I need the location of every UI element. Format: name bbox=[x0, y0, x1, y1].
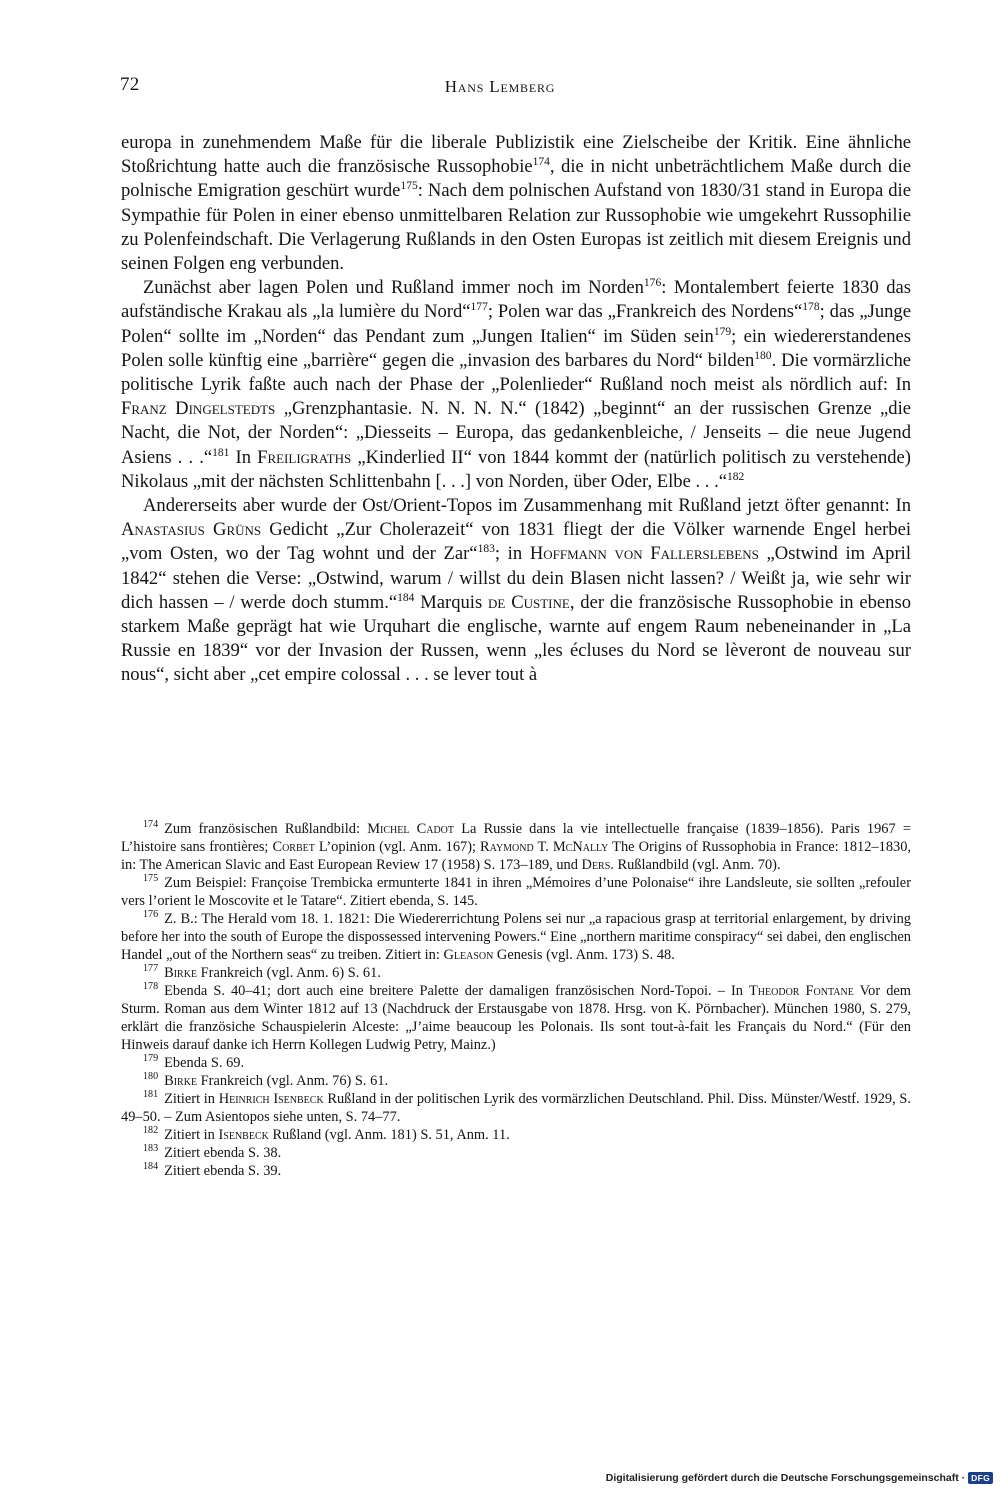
text-run: Zitiert in bbox=[164, 1127, 219, 1143]
footnote-number: 178 bbox=[143, 981, 159, 993]
author-name: Corbet bbox=[272, 839, 315, 855]
footnote-reference: 174 bbox=[532, 156, 550, 169]
text-run: , die in nicht unbeträchtlichem Maße durch die polnische Emigration geschürt wurde bbox=[121, 156, 911, 202]
author-name: Freiligraths bbox=[257, 446, 352, 468]
text-run: Rußlandbild (vgl. Anm. 70). bbox=[613, 857, 781, 873]
text-run: L’opinion (vgl. Anm. 167); bbox=[314, 839, 481, 855]
footnote-176 bbox=[121, 910, 911, 964]
author-name: Birke bbox=[164, 965, 198, 981]
author-name: Ders. bbox=[581, 857, 614, 873]
footnote-reference: 184 bbox=[397, 591, 415, 604]
text-run: Ebenda S. 69. bbox=[164, 1055, 245, 1071]
text-run: Marquis bbox=[414, 591, 489, 613]
text-run: , der die französische Russophobie in ebenso starkem Maße geprägt hat wie Urquhart die englische, warnte auf engem Raum nebeneinander in „La Russie en 1839“ vor der Invasion der Russen, wenn „les écluses du Nord se lèveront de nouveau sur nous“, sicht aber „cet empire colossal . . . se lever tout à bbox=[121, 591, 911, 686]
text-run: Rußland (vgl. Anm. 181) S. 51, Anm. 11. bbox=[268, 1127, 510, 1143]
text-run: Frankreich (vgl. Anm. 6) S. 61. bbox=[197, 965, 381, 981]
text-run: Zum französischen Rußlandbild: bbox=[164, 821, 368, 837]
text-run: ; in bbox=[494, 543, 530, 565]
footnote-reference: 175 bbox=[400, 180, 418, 193]
footnote-181 bbox=[121, 1090, 911, 1126]
author-name: Anastasius Grüns bbox=[121, 519, 262, 541]
footnote-number: 177 bbox=[143, 963, 159, 975]
author-name: Isenbeck bbox=[218, 1127, 269, 1143]
digitization-footer bbox=[606, 1472, 993, 1484]
footnote-reference: 182 bbox=[726, 470, 745, 483]
footnote-177 bbox=[121, 964, 911, 982]
text-run: Zum Beispiel: Françoise Trembicka ermunterte 1841 in ihren „Mémoires d’une Polonaise“ ihre Landsleute, sie sollten „refouler vers l’orient le Moscovite et le Tatare“. Zitiert ebenda, S. 145. bbox=[121, 875, 911, 909]
text-run: Z. B.: The Herald vom 18. 1. 1821: Die Wiedererrichtung Polens sei nur „a rapacious grasp at territorial enlargement, by driving before her into the south of Europe the dispossessed intervening Powers.“ Eine „northern maritime conspiracy“ sei dabei, den englischen Handel „out of the Northern seas“ zu treiben. Zitiert in: bbox=[121, 911, 911, 963]
footnote-179 bbox=[121, 1054, 911, 1072]
author-name: Gleason bbox=[443, 947, 494, 963]
text-run: Rußland in der politischen Lyrik des vormärzlichen Deutschland. Phil. Diss. Münster/Westf. 1929, S. 49–50. – Zum Asientopos siehe unten, S. 74–77. bbox=[121, 1091, 911, 1125]
text-run: Zitiert ebenda S. 38. bbox=[164, 1145, 282, 1161]
footnote-number: 182 bbox=[143, 1125, 159, 1137]
footnote-number: 176 bbox=[143, 909, 159, 921]
footnote-number: 183 bbox=[143, 1143, 159, 1155]
text-run: Ebenda S. 40–41; dort auch eine breitere Palette der damaligen französischen Nord-Topoi. – In bbox=[164, 983, 750, 999]
text-run: ; ein wiedererstandenes Polen solle künftig eine „barrière“ gegen die „invasion des barbares du Nord“ bilden bbox=[121, 325, 911, 371]
page-number: 72 bbox=[120, 74, 140, 95]
footnote-number: 179 bbox=[143, 1053, 159, 1065]
text-run: La Russie dans la vie intellectuelle française (1839–1856). Paris 1967 = L’histoire sans frontières; bbox=[121, 821, 911, 855]
text-run: Zitiert in bbox=[164, 1091, 219, 1107]
footnote-183 bbox=[121, 1144, 911, 1162]
author-name: Hoffmann von Fallerslebens bbox=[529, 543, 759, 565]
text-run: ; das „Junge Polen“ sollte im „Norden“ das Pendant zum „Jungen Italien“ im Süden sein bbox=[121, 301, 911, 347]
footnote-178 bbox=[121, 982, 911, 1054]
author-name: Raymond T. McNally bbox=[480, 839, 609, 855]
text-run: Vor dem Sturm. Roman aus dem Winter 1812 auf 13 (Nachdruck der Erstausgabe von 1878. Hrsg. von K. Pörnbacher). München 1980, S. 279, erklärt die französiche Schauspielerin Alceste: „J’aime beaucoup les Polonais. Ils sont tout-à-fait les Français du Nord.“ (Für den Hinweis darauf danke ich Herrn Kollegen Ludwig Petry, Mainz.) bbox=[121, 983, 911, 1053]
text-run: „Grenzphantasie. N. N. N. N.“ (1842) „beginnt“ an der russischen Grenze „die Nacht, die Not, der Norden“: „Diesseits – Europa, das gedankenbleiche, / Jenseits – die neue Jugend Asiens . . .“ bbox=[121, 398, 911, 468]
text-run: Gedicht „Zur Cholerazeit“ von 1831 fliegt der die Völker warnende Engel herbei „vom Osten, wo der Tag wohnt und der Zar“ bbox=[121, 519, 911, 565]
footnote-reference: 183 bbox=[477, 543, 495, 556]
text-run: „Kinderlied II“ von 1844 kommt der (natürlich politisch zu verstehende) Nikolaus „mit der nächsten Schlittenbahn [. . .] von Norden, über Oder, Elbe . . .“ bbox=[121, 446, 912, 492]
text-run: Andererseits aber wurde der Ost/Orient-Topos im Zusammenhang mit Rußland jetzt öfter genannt: In bbox=[143, 495, 911, 517]
text-run: „Ostwind im April 1842“ stehen die Verse: „Ostwind, warum / willst du dein Blasen nicht lassen? / Weißt ja, wie sehr wir dich hassen – / werde doch stumm.“ bbox=[121, 543, 911, 613]
author-name: Franz Dingelstedts bbox=[121, 398, 276, 420]
text-run: Frankreich (vgl. Anm. 76) S. 61. bbox=[197, 1073, 389, 1089]
text-run: Zunächst aber lagen Polen und Rußland immer noch im Norden bbox=[143, 277, 644, 299]
body-text bbox=[121, 131, 911, 688]
text-run: The Origins of Russophobia in France: 1812–1830, in: The American Slavic and East European Review 17 (1958) S. 173–189, und bbox=[121, 839, 912, 873]
footnote-174 bbox=[121, 820, 911, 874]
dfg-logo: DFG bbox=[968, 1472, 993, 1484]
footnote-175 bbox=[121, 874, 911, 910]
footnote-number: 175 bbox=[143, 873, 159, 885]
running-head: Hans Lemberg bbox=[444, 77, 556, 96]
footnote-180 bbox=[121, 1072, 911, 1090]
footnote-number: 181 bbox=[143, 1089, 159, 1101]
footnote-number: 180 bbox=[143, 1071, 159, 1083]
paragraph bbox=[121, 276, 911, 494]
footnote-reference: 176 bbox=[643, 277, 662, 290]
footnote-reference: 181 bbox=[212, 446, 230, 459]
paragraph bbox=[121, 494, 911, 688]
text-run: In bbox=[229, 446, 258, 468]
author-name: Birke bbox=[164, 1073, 198, 1089]
text-run: Zitiert ebenda S. 39. bbox=[164, 1163, 282, 1179]
author-name: Theodor Fontane bbox=[749, 983, 854, 999]
footnote-reference: 180 bbox=[754, 349, 772, 362]
author-name: Michel Cadot bbox=[367, 821, 454, 837]
text-run: : Nach dem polnischen Aufstand von 1830/31 stand in Europa die Sympathie für Polen in einer ebenso unmittelbaren Relation zur Russophobie wie umgekehrt Russophilie zu Polenfeindschaft. Die Verlagerung Rußlands in den Osten Europas ist zeitlich mit diesem Ereignis und seinen Folgen eng verbunden. bbox=[121, 180, 911, 275]
footnote-number: 184 bbox=[143, 1161, 159, 1173]
text-run: . Die vormärzliche politische Lyrik faßte auch nach der Phase der „Polenlieder“ Rußland noch meist als nördlich auf: In bbox=[121, 349, 911, 396]
author-name: Heinrich Isenbeck bbox=[218, 1091, 324, 1107]
footnotes bbox=[121, 820, 911, 1180]
footnote-number: 174 bbox=[143, 819, 159, 831]
footnote-reference: 178 bbox=[802, 301, 820, 314]
footnote-184 bbox=[121, 1162, 911, 1180]
text-run: europa in zunehmendem Maße für die liberale Publizistik eine Zielscheibe der Kritik. Eine ähnliche Stoßrichtung hatte auch die französische Russophobie bbox=[121, 132, 911, 178]
footnote-reference: 177 bbox=[470, 301, 488, 314]
author-name: de Custine bbox=[488, 591, 570, 613]
footnote-reference: 179 bbox=[713, 325, 732, 338]
footer-text: Digitalisierung gefördert durch die Deutsche Forschungsgemeinschaft · bbox=[605, 1472, 966, 1484]
footnote-182 bbox=[121, 1126, 911, 1144]
text-run: ; Polen war das „Frankreich des Nordens“ bbox=[487, 301, 803, 323]
text-run: : Montalembert feierte 1830 das aufständische Krakau als „la lumière du Nord“ bbox=[121, 277, 912, 323]
text-run: Genesis (vgl. Anm. 173) S. 48. bbox=[493, 947, 675, 963]
paragraph bbox=[121, 131, 911, 276]
